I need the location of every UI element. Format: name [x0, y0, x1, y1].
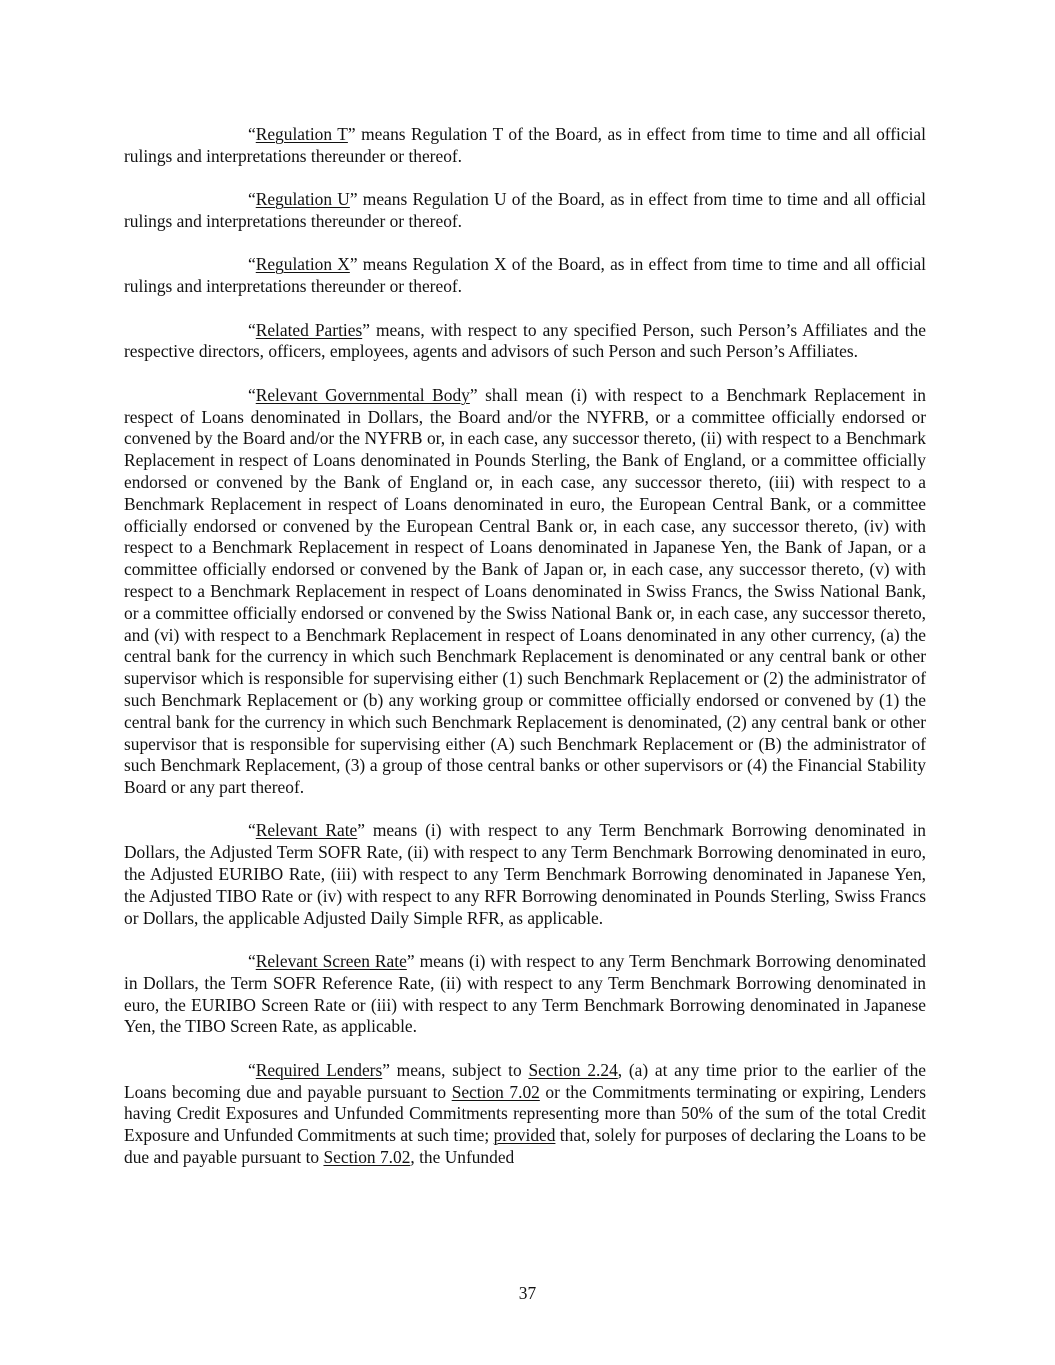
text: ” means (i) with respect to any Term Benchmark Borrowing denominated in Dollars, the Adjusted Term SOFR Rate, (ii) with respect to any Term Benchmark Borrowing denominated in euro, the Adjusted EURIBO Rate, (iii) with respect to any Term Benchmark Borrowing denominated in Japanese Yen, the Adjusted TIBO Rate or (iv) with respect to any RFR Borrowing denominated in Pounds Sterling, Swiss Francs or Dollars, the applicable Adjusted Daily Simple RFR, as applicable.: [124, 820, 926, 928]
proviso-term: provided: [493, 1125, 556, 1146]
text: ” means Regulation T of the Board, as in effect from time to time and all official rulings and interpretations thereunder or thereof.: [124, 124, 926, 166]
document-page: [124, 124, 926, 1190]
defined-term: Relevant Rate: [255, 820, 358, 841]
defined-term: Relevant Screen Rate: [255, 951, 407, 972]
text: or the Commitments terminating or expiring, Lenders having Credit Exposures and Unfunded Commitments representing more than 50% of the sum of the total Credit Exposure and Unfunded Commitments at such time;: [124, 1081, 926, 1146]
definition-regulation-x: [124, 254, 926, 298]
text: ” means Regulation U of the Board, as in effect from time to time and all official rulings and interpretations thereunder or thereof.: [124, 189, 926, 231]
text: “: [248, 820, 256, 841]
text: , the Unfunded: [410, 1147, 515, 1168]
page-number: 37: [518, 1283, 537, 1303]
defined-term: Required Lenders: [255, 1059, 383, 1080]
definition-relevant-screen-rate: [124, 951, 926, 1038]
text: “: [248, 254, 256, 275]
defined-term: Relevant Governmental Body: [255, 384, 470, 405]
text: ” means Regulation X of the Board, as in effect from time to time and all official rulings and interpretations thereunder or thereof.: [124, 254, 926, 297]
text: “: [248, 124, 256, 144]
text: “: [248, 951, 256, 972]
section-reference: Section 7.02: [323, 1147, 411, 1168]
section-reference: Section 2.24: [528, 1059, 618, 1080]
definition-required-lenders: [124, 1060, 926, 1169]
text: “: [248, 319, 256, 340]
defined-term: Related Parties: [255, 319, 363, 340]
text: ” means, subject to: [382, 1059, 529, 1080]
defined-term: Regulation X: [255, 254, 350, 275]
text: , (a) at any time prior to the earlier of the Loans becoming due and payable pursuant to: [124, 1059, 926, 1102]
text: ” means (i) with respect to any Term Benchmark Borrowing denominated in Dollars, the Term SOFR Reference Rate, (ii) with respect to any Term Benchmark Borrowing denominated in euro, the EURIBO Screen Rate or (iii) with respect to any Term Benchmark Borrowing denominated in Japanese Yen, the TIBO Screen Rate, as applicable.: [124, 951, 926, 1037]
text: ” means, with respect to any specified Person, such Person’s Affiliates and the respective directors, officers, employees, agents and advisors of such Person and such Person’s Affiliates.: [124, 319, 926, 362]
text: ” shall mean (i) with respect to a Benchmark Replacement in respect of Loans denominated in Dollars, the Board and/or the NYFRB, or a committee officially endorsed or convened by the Board and/or the NYFRB or, in each case, any successor thereto, (ii) with respect to a Benchmark Replacement in respect of Loans denominated in Pounds Sterling, the Bank of England, or a committee officially endorsed or convened by the Bank of England or, in each case, any successor thereto, (iii) with respect to a Benchmark Replacement in respect of Loans denominated in euro, the European Central Bank, or a committee officially endorsed or convened by the European Central Bank or, in each case, any successor thereto, (iv) with respect to a Benchmark Replacement in respect of Loans denominated in Japanese Yen, the Bank of Japan, or a committee officially endorsed or convened by the Bank of Japan or, in each case, any successor thereto, (v) with respect to a Benchmark Replacement in respect of Loans denominated in Swiss Francs, the Swiss National Bank, or a committee officially endorsed or convened by the Swiss National Bank or, in each case, any successor thereto, and (vi) with respect to a Benchmark Replacement in respect of Loans denominated in any other currency, (a) the central bank for the currency in which such Benchmark Replacement is denominated or any central bank or other supervisor which is responsible for supervising either (1) such Benchmark Replacement or (2) the administrator of such Benchmark Replacement or (b) any working group or committee officially endorsed or convened by (1) the central bank for the currency in which such Benchmark Replacement is denominated, (2) any central bank or other supervisor that is responsible for supervising either (A) such Benchmark Replacement or (B) the administrator of such Benchmark Replacement, (3) a group of those central banks or other supervisors or (4) the Financial Stability Board or any part thereof.: [124, 384, 926, 798]
defined-term: Regulation U: [255, 189, 350, 210]
definition-relevant-governmental-body: [124, 385, 926, 799]
definition-relevant-rate: [124, 820, 926, 929]
definition-related-parties: [124, 320, 926, 364]
defined-term: Regulation T: [255, 124, 348, 144]
section-reference: Section 7.02: [451, 1081, 540, 1102]
definition-regulation-u: [124, 189, 926, 233]
definition-regulation-t: [124, 124, 926, 168]
text: “: [248, 189, 256, 210]
text: that, solely for purposes of declaring the Loans to be due and payable pursuant to: [124, 1125, 927, 1168]
text: “: [248, 384, 256, 405]
text: “: [248, 1059, 256, 1080]
